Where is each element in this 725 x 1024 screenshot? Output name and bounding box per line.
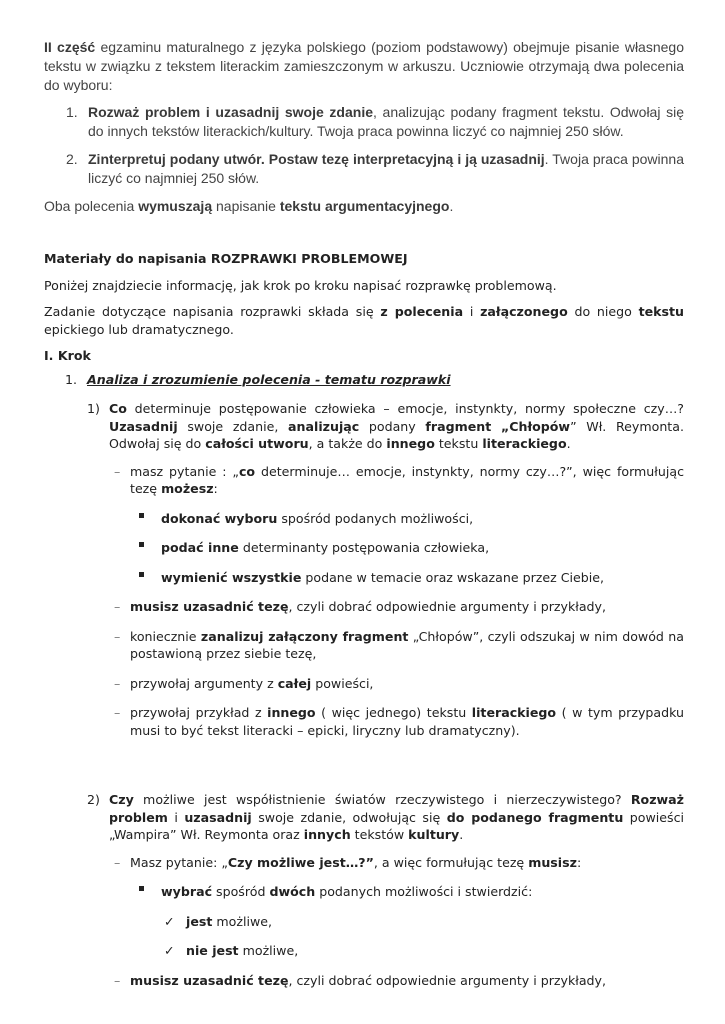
bold: musisz uzasadnić tezę [130, 599, 289, 614]
materials-section [44, 250, 684, 989]
bold: musisz uzasadnić tezę [130, 972, 289, 988]
text: determinuje postępowanie człowieka – emocje, instynkty, normy społeczne czy…? [126, 401, 684, 416]
dash-item [44, 628, 684, 663]
bold: Co [109, 401, 127, 416]
topic-number: 1) [87, 401, 100, 416]
bold: Czy możliwe jest…?” [227, 854, 374, 870]
note-bold: tekstu argumentacyjnego [279, 198, 450, 214]
bold: całości utworu [205, 436, 309, 451]
step-number: 1. [65, 371, 78, 387]
dash-marker: – [114, 705, 121, 720]
both-tasks-note [44, 197, 684, 216]
checkmark-icon: ✓ [164, 943, 175, 958]
bullet-item [44, 883, 684, 901]
bold: wymienić wszystkie [161, 569, 302, 585]
bullet-item [44, 539, 684, 557]
text: determinuje… emocje, instynkty, normy czy…?”, więc formułując tezę [130, 463, 684, 496]
text: ( w tym przypadku musi to być tekst literacki – epicki, liryczny lub dramatyczny). [130, 705, 684, 738]
text: epickiego lub dramatycznego. [44, 321, 234, 337]
text: spośród [212, 884, 270, 899]
text: Masz pytanie: „ [130, 854, 228, 870]
square-bullet-icon [139, 886, 144, 891]
dash-marker: – [114, 854, 121, 870]
text: powieści, [311, 675, 374, 691]
text: ” Wł. Reymonta. Odwołaj się do [109, 418, 684, 451]
intro-paragraph [44, 38, 684, 95]
option-bold: Zinterpretuj podany utwór. Postaw tezę interpretacyjną i ją uzasadnij [88, 151, 545, 167]
dash-marker: – [114, 599, 121, 614]
task-options [44, 103, 684, 188]
bullet-item [44, 569, 684, 587]
intro-bold: II część [44, 39, 96, 55]
bold: innego [386, 436, 435, 451]
text: podane w temacie oraz wskazane przez Ciebie, [301, 569, 605, 585]
text: , a więc formułując tezę [373, 854, 529, 870]
check-item [44, 913, 684, 931]
materials-line: Poniżej znajdziecie informację, jak krok po kroku napisać rozprawkę problemową. [44, 277, 557, 293]
bold: podać inne [161, 540, 239, 555]
bold: załączonego [480, 304, 568, 319]
bold: z polecenia [380, 304, 464, 319]
bold: nie jest [186, 943, 239, 958]
bold: zanalizuj załączony fragment [200, 628, 409, 644]
text: podany [359, 418, 426, 434]
text: swoje zdanie, odwołując się [251, 809, 447, 825]
text: . [459, 827, 464, 842]
check-item [44, 942, 684, 960]
text: przywołaj argumenty z [130, 675, 278, 691]
bold: wybrać [161, 884, 213, 899]
section-heading: Materiały do napisania ROZPRAWKI PROBLEMOWEJ [44, 251, 408, 266]
text: : [213, 481, 218, 496]
topic-2 [44, 791, 684, 844]
option-bold: Rozważ problem i uzasadnij swoje zdanie [88, 104, 374, 120]
text: swoje zdanie, [177, 418, 289, 434]
bold: analizując [288, 418, 360, 434]
bold: całej [277, 675, 312, 691]
bold: innego [267, 705, 316, 720]
text: , a także do [308, 436, 387, 451]
dash-item [44, 463, 684, 498]
text: podanych możliwości i stwierdzić: [315, 884, 533, 899]
step-title-text: Analiza i zrozumienie polecenia - tematu rozprawki [87, 371, 451, 387]
text: i [463, 304, 481, 319]
bold: do podanego fragmentu [446, 809, 624, 825]
text [491, 419, 501, 434]
exam-intro [44, 38, 684, 216]
task-option [44, 150, 684, 188]
bold: musisz [528, 854, 577, 870]
text: koniecznie [130, 628, 201, 644]
bold: Czy [109, 792, 134, 807]
text: , czyli dobrać odpowiednie argumenty i przykłady, [288, 972, 606, 988]
dash-marker: – [114, 972, 121, 988]
document-page [44, 38, 684, 1001]
bold: innych [303, 827, 351, 842]
option-number: 1. [66, 104, 78, 120]
bullet-item [44, 510, 684, 528]
dash-marker: – [114, 675, 121, 691]
note-text: . [449, 198, 454, 214]
checkmark-icon: ✓ [164, 913, 175, 929]
dash-marker: – [114, 463, 121, 479]
note-bold: wymuszają [138, 198, 213, 214]
bold: dokonać wyboru [161, 510, 278, 526]
bold: możesz [161, 481, 214, 496]
bold: uzasadnij [184, 809, 252, 825]
option-text: , analizując podany fragment tekstu. Odwołaj się do innych tekstów literackich/kultury. Twoja praca powinna liczyć co najmniej 250 słów. [88, 104, 685, 139]
step-title [44, 371, 684, 389]
bold: Uzasadnij [109, 418, 178, 434]
dash-item [44, 854, 684, 872]
text: możliwe, [238, 943, 299, 958]
text: Zadanie dotyczące napisania rozprawki składa się [44, 304, 381, 319]
text: masz pytanie : „ [130, 463, 239, 479]
dash-marker: – [114, 628, 121, 644]
text: . [566, 436, 571, 451]
note-text: napisanie [212, 198, 280, 214]
bold: fragment [425, 418, 492, 434]
text: możliwe jest współistnienie światów rzeczywistego i nierzeczywistego? [133, 792, 631, 807]
text: możliwe, [212, 913, 273, 929]
text: , czyli dobrać odpowiednie argumenty i przykłady, [288, 599, 606, 614]
text: powieści „Wampira” Wł. Reymonta oraz [109, 809, 685, 842]
note-text: Oba polecenia [44, 198, 139, 214]
bold: literackiego [482, 436, 567, 451]
dash-item [44, 972, 684, 990]
text: ( więc jednego) tekstu [315, 705, 472, 720]
text: determinanty postępowania człowieka, [238, 540, 490, 555]
option-number: 2. [66, 151, 78, 167]
topic-number: 2) [87, 792, 100, 807]
square-bullet-icon [139, 572, 144, 577]
task-option [44, 103, 684, 141]
text: : [576, 854, 582, 870]
text: do niego [567, 304, 639, 319]
text: tekstu [434, 436, 483, 451]
bold: co [238, 463, 256, 479]
intro-text: egzaminu maturalnego z języka polskiego (poziom podstawowy) obejmuje pisanie własnego tekstu w związku z tekstem literackim zamieszczonym w arkuszu. Uczniowie otrzymają dwa polecenia do wyboru: [44, 39, 684, 93]
square-bullet-icon [139, 513, 144, 518]
bold: literackiego [471, 705, 557, 720]
bold: tekstu [638, 304, 685, 319]
text: przywołaj przykład z [130, 705, 268, 720]
bold: kultury [408, 827, 460, 842]
square-bullet-icon [139, 542, 144, 547]
topic-1 [44, 400, 684, 453]
bold: jest [186, 913, 213, 929]
bold: Rozważ problem [109, 792, 684, 825]
step-label: I. Krok [44, 348, 91, 363]
text: i [167, 809, 185, 825]
dash-item [44, 675, 684, 693]
dash-item [44, 704, 684, 739]
dash-item [44, 598, 684, 616]
text: spośród podanych możliwości, [277, 510, 474, 526]
bold: dwóch [269, 884, 316, 899]
option-text: . Twoja praca powinna liczyć co najmniej 250 słów. [88, 151, 684, 186]
bold: „Chłopów [500, 418, 571, 434]
materials-line [44, 303, 684, 338]
text: „Chłopów”, czyli odszukaj w nim dowód na postawioną przez siebie tezę, [130, 628, 684, 661]
text: tekstów [350, 827, 409, 842]
